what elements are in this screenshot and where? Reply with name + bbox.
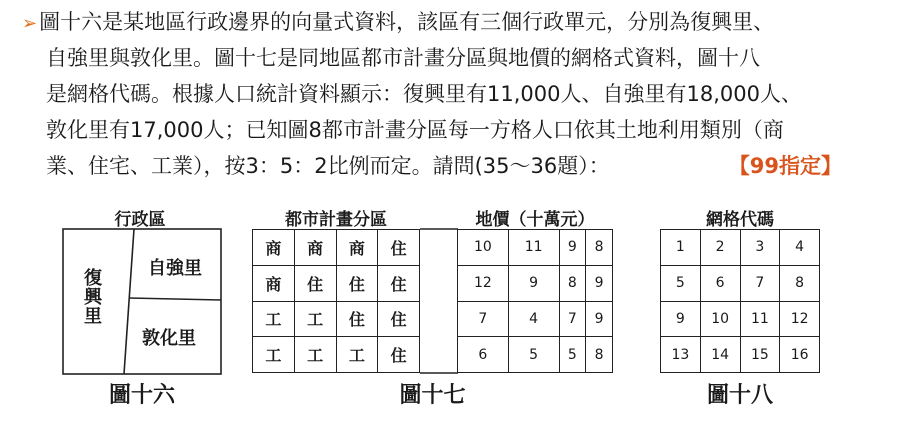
question-text: [22, 4, 872, 184]
zoning-cell: 住: [336, 301, 378, 337]
zoning-cell: 商: [253, 265, 295, 301]
price-cell: 8: [586, 230, 613, 266]
price-cell: 5: [559, 337, 586, 373]
code-cell: 16: [780, 337, 820, 373]
price-cell: 6: [458, 337, 509, 373]
price-row: [458, 230, 613, 266]
price-cell: 9: [559, 230, 586, 266]
zoning-row: [253, 265, 420, 301]
zoning-cell: 住: [294, 265, 336, 301]
code-cell: 2: [700, 230, 740, 266]
fig18-title: 網格代碼: [706, 210, 774, 230]
fig17-caption: 圖十七: [399, 383, 466, 408]
fig16-caption: 圖十六: [108, 383, 175, 408]
question-line-5: 業、住宅、工業），按3：5：2比例而定。請問(35～36題）： 【99指定】: [22, 148, 872, 184]
zoning-cell: 工: [253, 337, 295, 373]
region-ziqiang: 自強里: [148, 258, 202, 279]
code-cell: 1: [661, 230, 701, 266]
code-cell: 13: [661, 337, 701, 373]
price-cell: 9: [586, 265, 613, 301]
price-cell: 11: [508, 230, 559, 266]
fig17-price-title: 地價（十萬元）: [475, 210, 595, 230]
code-cell: 4: [780, 230, 820, 266]
zoning-cell: 住: [378, 265, 420, 301]
zoning-cell: 工: [336, 337, 378, 373]
zoning-grid: [252, 229, 420, 373]
code-cell: 14: [700, 337, 740, 373]
zoning-cell: 商: [253, 230, 295, 266]
zoning-cell: 商: [336, 230, 378, 266]
code-cell: 7: [740, 265, 780, 301]
code-row: [661, 301, 820, 337]
zoning-cell: 住: [378, 301, 420, 337]
question-line-1: ➢圖十六是某地區行政邊界的向量式資料，該區有三個行政單元，分別為復興里、: [22, 10, 775, 34]
price-cell: 9: [586, 301, 613, 337]
fig16-title: 行政區: [114, 210, 166, 230]
code-cell: 6: [700, 265, 740, 301]
zoning-cell: 商: [294, 230, 336, 266]
code-cell: 9: [661, 301, 701, 337]
zoning-cell: 工: [294, 301, 336, 337]
price-row: [458, 265, 613, 301]
zoning-row: [253, 301, 420, 337]
code-cell: 8: [780, 265, 820, 301]
code-cell: 3: [740, 230, 780, 266]
zoning-row: [253, 230, 420, 266]
source-tag: 【99指定】: [728, 154, 842, 178]
price-cell: 10: [458, 230, 509, 266]
code-cell: 10: [700, 301, 740, 337]
code-row: [661, 230, 820, 266]
fig16-admin-map: [62, 228, 222, 375]
grid-code-table: [660, 229, 820, 373]
fig18-caption: 圖十八: [706, 383, 773, 408]
question-line-2: 自強里與敦化里。圖十七是同地區都市計畫分區與地價的網格式資料，圖十八: [46, 46, 760, 70]
zoning-cell: 住: [378, 337, 420, 373]
price-cell: 12: [458, 265, 509, 301]
code-row: [661, 265, 820, 301]
zoning-cell: 住: [336, 265, 378, 301]
zoning-cell: 工: [294, 337, 336, 373]
price-cell: 7: [458, 301, 509, 337]
code-row: [661, 337, 820, 373]
code-cell: 15: [740, 337, 780, 373]
land-price-grid: [457, 229, 613, 373]
price-row: [458, 337, 613, 373]
price-cell: 9: [508, 265, 559, 301]
region-dunhua: 敦化里: [142, 328, 196, 349]
question-line-4: 敦化里有17,000人；已知圖8都市計畫分區每一方格人口依其土地利用類別（商: [46, 118, 784, 142]
zoning-cell: 住: [378, 230, 420, 266]
price-cell: 7: [559, 301, 586, 337]
question-line-3: 是網格代碼。根據人口統計資料顯示：復興里有11,000人、自強里有18,000人、: [46, 82, 802, 106]
region-fuxing: 復興里: [81, 268, 102, 325]
code-cell: 5: [661, 265, 701, 301]
code-cell: 11: [740, 301, 780, 337]
price-cell: 8: [559, 265, 586, 301]
price-cell: 8: [586, 337, 613, 373]
price-cell: 4: [508, 301, 559, 337]
code-cell: 12: [780, 301, 820, 337]
bullet-arrow-icon: ➢: [22, 13, 38, 34]
fig17-frame-lines: [420, 228, 458, 374]
price-row: [458, 301, 613, 337]
price-cell: 5: [508, 337, 559, 373]
zoning-cell: 工: [253, 301, 295, 337]
fig17-zoning-title: 都市計畫分區: [285, 210, 387, 230]
zoning-row: [253, 337, 420, 373]
